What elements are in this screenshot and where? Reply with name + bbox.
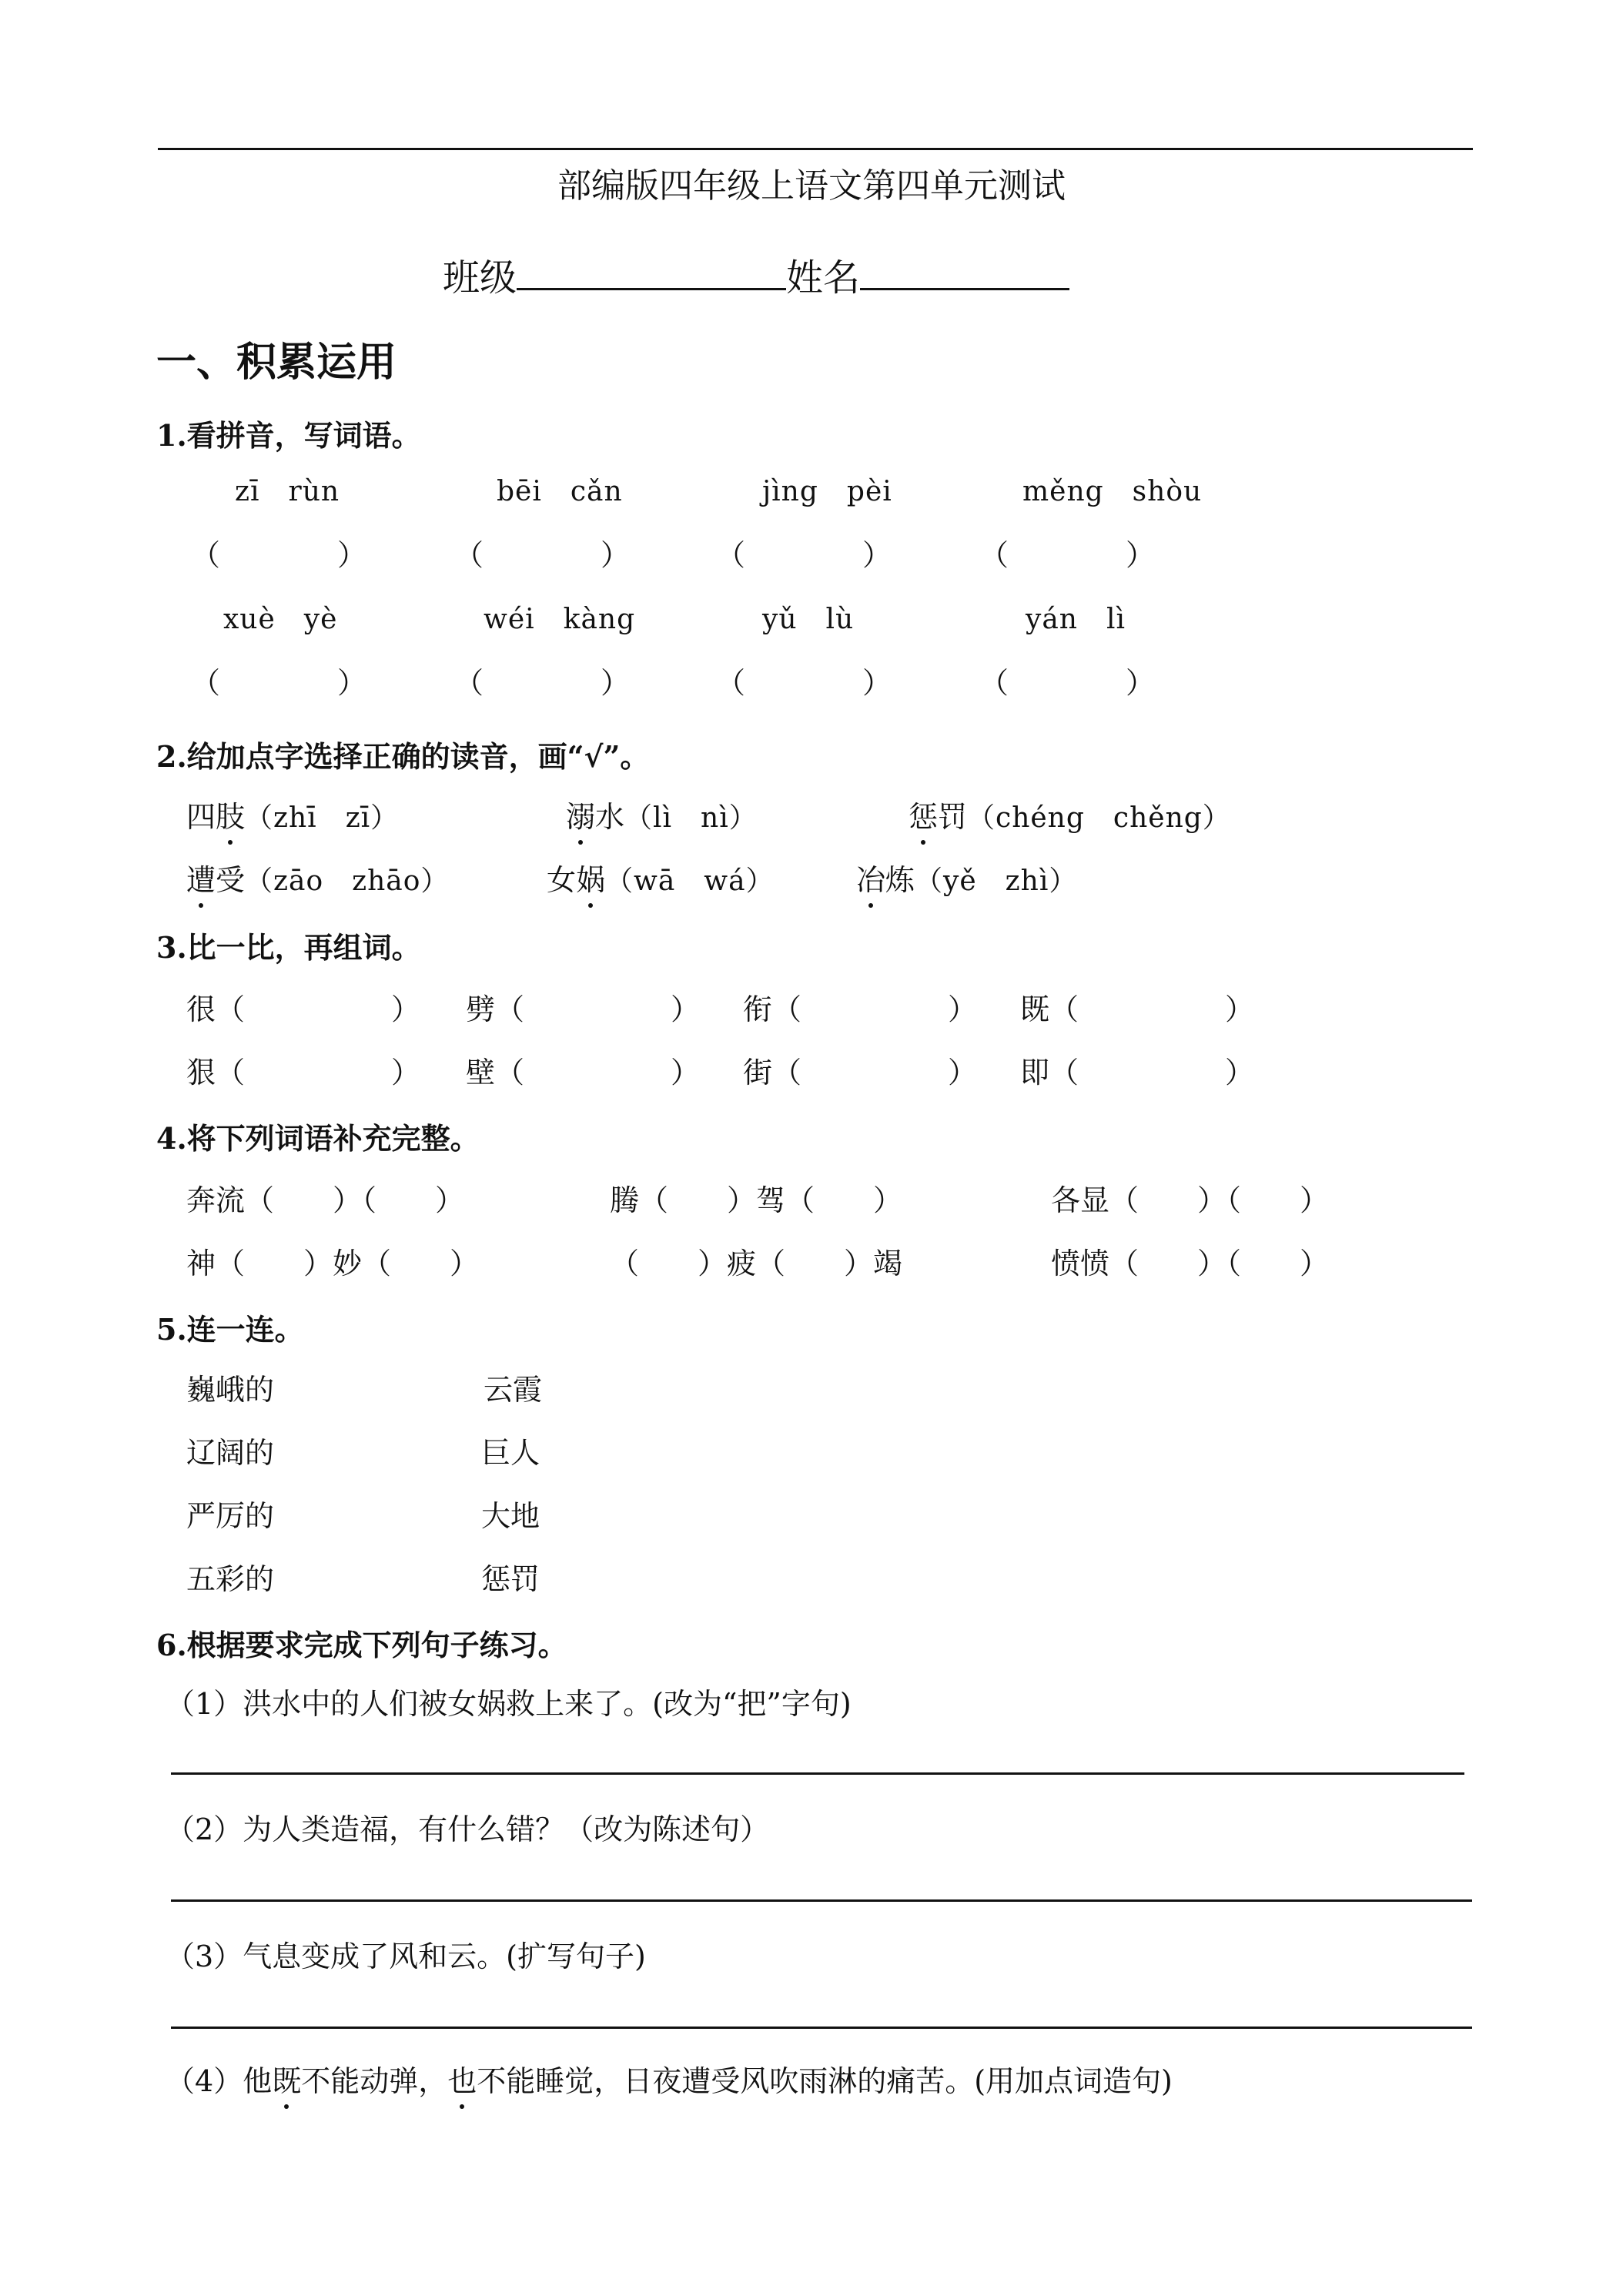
top-rule	[158, 148, 1473, 150]
answer-blank[interactable]: （ ）	[191, 538, 367, 572]
answer-blank[interactable]: （ ）	[772, 1056, 978, 1089]
char: 衔	[743, 992, 773, 1026]
idiom-item[interactable]: 愤愤（ ）（ ）	[1051, 1247, 1330, 1280]
dotted-char: 娲	[576, 856, 605, 899]
match-right[interactable]: 巨人	[481, 1436, 540, 1470]
question-1-title: 1.看拼音，写词语。	[156, 418, 421, 453]
match-right[interactable]: 惩罚	[481, 1562, 540, 1596]
char: 即	[1020, 1056, 1050, 1089]
answer-blank[interactable]: （ ）	[454, 666, 631, 700]
section-title: 一、积累运用	[156, 339, 397, 386]
pinyin-4: měng shòu	[1022, 476, 1203, 507]
idiom-item[interactable]: 各显（ ）（ ）	[1051, 1183, 1330, 1217]
dotted-char: 也	[447, 2057, 477, 2100]
dotted-char: 遭	[186, 856, 216, 899]
name-label: 姓名	[786, 256, 861, 300]
sentence-4	[166, 2057, 1173, 2100]
answer-line[interactable]	[171, 1772, 1464, 1775]
answer-blank[interactable]: （ ）	[716, 538, 892, 572]
compare-item[interactable]	[1020, 986, 1254, 1028]
sentence-3: （3）气息变成了风和云。(扩写句子)	[166, 1940, 646, 1973]
item-text: 罚	[938, 800, 968, 834]
idiom-item[interactable]: （ ）疲（ ）竭	[610, 1247, 903, 1280]
reading-item[interactable]	[856, 856, 1077, 899]
pinyin-2: bēi cǎn	[497, 476, 623, 507]
char: 劈	[466, 992, 496, 1026]
char: 很	[186, 992, 216, 1026]
sentence-text: 不能睡觉，日夜遭受风吹雨淋的痛苦。(用加点词造句)	[477, 2064, 1173, 2098]
item-text: 女	[547, 863, 577, 897]
sentence-1: （1）洪水中的人们被女娲救上来了。(改为“把”字句)	[166, 1687, 852, 1721]
char: 壁	[466, 1056, 496, 1089]
char: 狠	[186, 1056, 216, 1089]
question-5-title: 5.连一连。	[156, 1312, 304, 1347]
answer-line[interactable]	[171, 2027, 1472, 2029]
match-right[interactable]: 大地	[481, 1499, 540, 1533]
idiom-item[interactable]: 奔流（ ）（ ）	[186, 1183, 465, 1217]
answer-blank[interactable]: （ ）	[191, 666, 367, 700]
pinyin-options[interactable]: （chéng chěng）	[967, 802, 1231, 834]
answer-blank[interactable]: （ ）	[1049, 992, 1255, 1026]
compare-item[interactable]	[743, 1049, 977, 1091]
dotted-char: 既	[272, 2057, 301, 2100]
compare-item[interactable]	[186, 1049, 420, 1091]
answer-blank[interactable]: （ ）	[454, 538, 631, 572]
sentence-text: 不能动弹，	[301, 2064, 448, 2098]
question-6-title: 6.根据要求完成下列句子练习。	[156, 1628, 567, 1662]
compare-item[interactable]	[1020, 1049, 1254, 1091]
pinyin-options[interactable]: （zāo zhāo）	[245, 865, 450, 897]
pinyin-options[interactable]: （wā wá）	[605, 865, 775, 897]
dotted-char: 冶	[856, 856, 885, 899]
match-left[interactable]: 巍峨的	[186, 1373, 275, 1407]
compare-item[interactable]	[186, 986, 420, 1028]
item-text: 四	[186, 800, 216, 834]
dotted-char: 惩	[909, 793, 938, 835]
reading-item[interactable]	[909, 793, 1231, 835]
char: 街	[743, 1056, 773, 1089]
pinyin-3: jìng pèi	[762, 476, 892, 507]
class-name-line	[443, 248, 1069, 301]
match-left[interactable]: 严厉的	[186, 1499, 275, 1533]
name-field[interactable]	[860, 254, 1069, 290]
page-title: 部编版四年级上语文第四单元测试	[557, 166, 1066, 206]
reading-item[interactable]	[186, 856, 449, 899]
pinyin-options[interactable]: （yě zhì）	[915, 865, 1078, 897]
pinyin-8: yán lì	[1026, 604, 1126, 635]
reading-item[interactable]	[186, 793, 399, 835]
question-3-title: 3.比一比，再组词。	[156, 930, 421, 965]
idiom-item[interactable]: 神（ ）妙（ ）	[186, 1247, 480, 1280]
answer-blank[interactable]: （ ）	[979, 666, 1156, 700]
compare-item[interactable]	[466, 986, 700, 1028]
pinyin-7: yǔ lù	[762, 604, 855, 635]
answer-blank[interactable]: （ ）	[979, 538, 1156, 572]
reading-item[interactable]	[566, 793, 758, 835]
idiom-item[interactable]: 腾（ ）驾（ ）	[610, 1183, 903, 1217]
answer-line[interactable]	[171, 1899, 1472, 1902]
dotted-char: 溺	[566, 793, 595, 835]
dotted-char: 肢	[216, 793, 245, 835]
pinyin-1: zī rùn	[235, 476, 340, 507]
question-4-title: 4.将下列词语补充完整。	[156, 1121, 480, 1156]
match-right[interactable]: 云霞	[484, 1373, 543, 1407]
answer-blank[interactable]: （ ）	[216, 1056, 421, 1089]
item-text: 水	[595, 800, 625, 834]
answer-blank[interactable]: （ ）	[216, 992, 421, 1026]
question-2-title: 2.给加点字选择正确的读音，画“√”。	[156, 739, 650, 774]
class-label: 班级	[443, 256, 517, 300]
pinyin-6: wéi kàng	[484, 604, 636, 635]
class-field[interactable]	[517, 254, 786, 290]
sentence-text: （4）他	[166, 2064, 273, 2098]
answer-blank[interactable]: （ ）	[772, 992, 978, 1026]
pinyin-5: xuè yè	[223, 604, 338, 635]
char: 既	[1020, 992, 1050, 1026]
item-text: 受	[216, 863, 246, 897]
reading-item[interactable]	[547, 856, 775, 899]
pinyin-options[interactable]: （lì nì）	[624, 802, 758, 834]
sentence-2: （2）为人类造福，有什么错？（改为陈述句）	[166, 1812, 770, 1846]
answer-blank[interactable]: （ ）	[716, 666, 892, 700]
pinyin-options[interactable]: （zhī zī）	[245, 802, 400, 834]
compare-item[interactable]	[466, 1049, 700, 1091]
match-left[interactable]: 辽阔的	[186, 1436, 275, 1470]
item-text: 炼	[885, 863, 915, 897]
answer-blank[interactable]: （ ）	[1049, 1056, 1255, 1089]
answer-blank[interactable]: （ ）	[495, 992, 701, 1026]
compare-item[interactable]	[743, 986, 977, 1028]
match-left[interactable]: 五彩的	[186, 1562, 275, 1596]
answer-blank[interactable]: （ ）	[495, 1056, 701, 1089]
